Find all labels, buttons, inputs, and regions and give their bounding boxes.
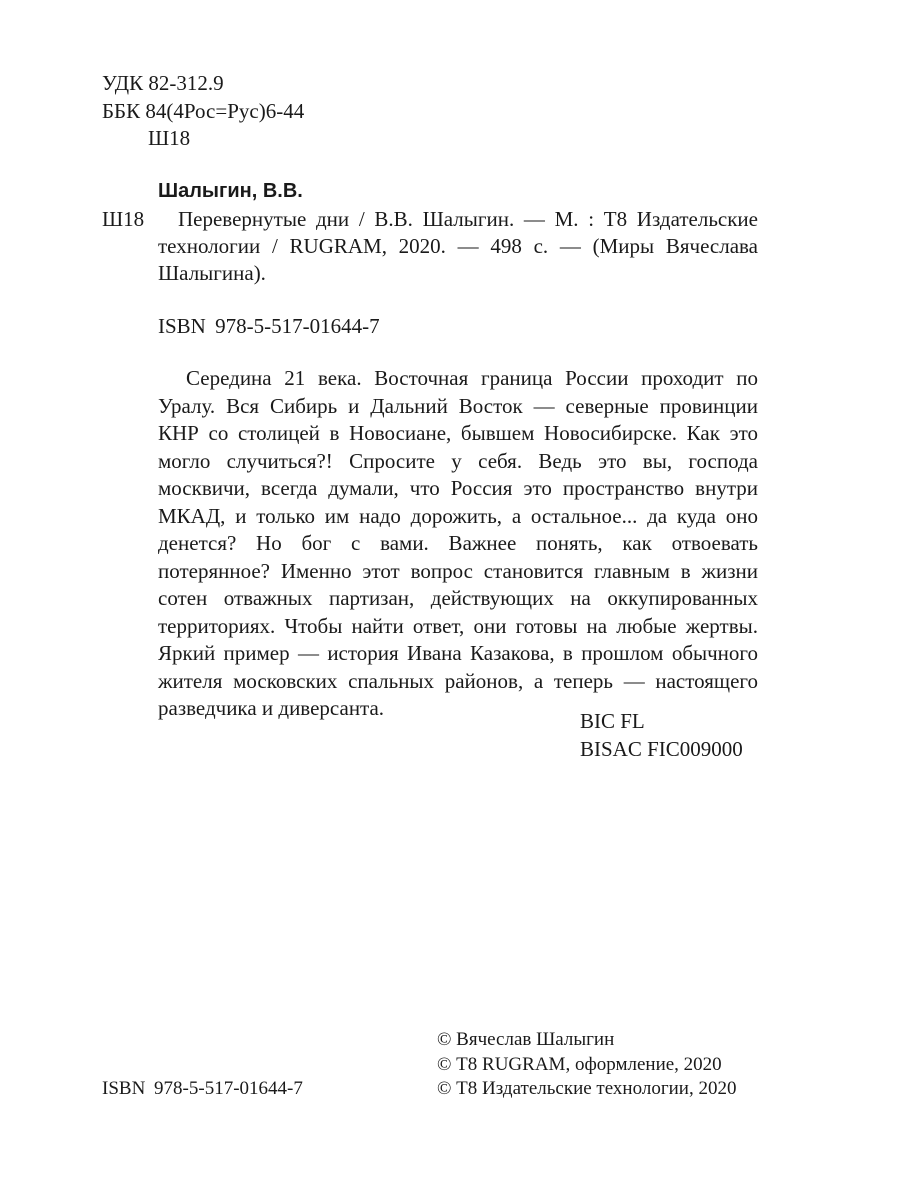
copyright-block bbox=[437, 1028, 736, 1102]
isbn-top: ISBN 978-5-517-01644-7 bbox=[158, 314, 380, 338]
bibliographic-description: Перевернутые дни / В.В. Шалыгин. — М. : Т8 Издательские технологии / RUGRAM, 2020. — 498 с. — (Миры Вячеслава Шалыгина). bbox=[158, 207, 758, 285]
bbk-code: ББК 84(4Рос=Рус)6-44 bbox=[102, 99, 305, 123]
subject-codes bbox=[580, 707, 743, 763]
author-mark: Ш18 bbox=[148, 126, 191, 150]
author-heading: Шалыгин, В.В. bbox=[158, 180, 303, 202]
bisac-code: BISAC FIC009000 bbox=[580, 737, 743, 761]
udk-code: УДК 82-312.9 bbox=[102, 71, 224, 95]
copyright-line: © Т8 RUGRAM, оформление, 2020 bbox=[437, 1053, 722, 1075]
copyright-line: © Т8 Издательские технологии, 2020 bbox=[437, 1078, 737, 1099]
bic-code: BIC FL bbox=[580, 709, 645, 733]
isbn-bottom: ISBN 978-5-517-01644-7 bbox=[102, 1078, 303, 1099]
copyright-line: © Вячеслав Шалыгин bbox=[437, 1029, 615, 1050]
bibliographic-code: Ш18 bbox=[102, 207, 145, 231]
annotation-text: Середина 21 века. Восточная граница России проходит по Уралу. Вся Сибирь и Дальний Восток — северные провинции КНР со столицей в Новосиане, бывшем Новосибирске. Как это могло случиться?! Спросите у себя. Ведь это вы, господа москвичи, всегда думали, что Россия это пространство внутри МКАД, и только им надо дорожить, а остальное... да куда оно денется? Но бог с вами. Важнее понять, как отвоевать потерянное? Именно этот вопрос становится главным в жизни сотен отважных партизан, действующих на оккупированных территориях. Чтобы найти ответ, они готовы на любые жертвы. Яркий пример — история Ивана Казакова, в прошлом обычного жителя московских спальных районов, а теперь — настоящего разведчика и диверсанта. bbox=[158, 366, 758, 720]
